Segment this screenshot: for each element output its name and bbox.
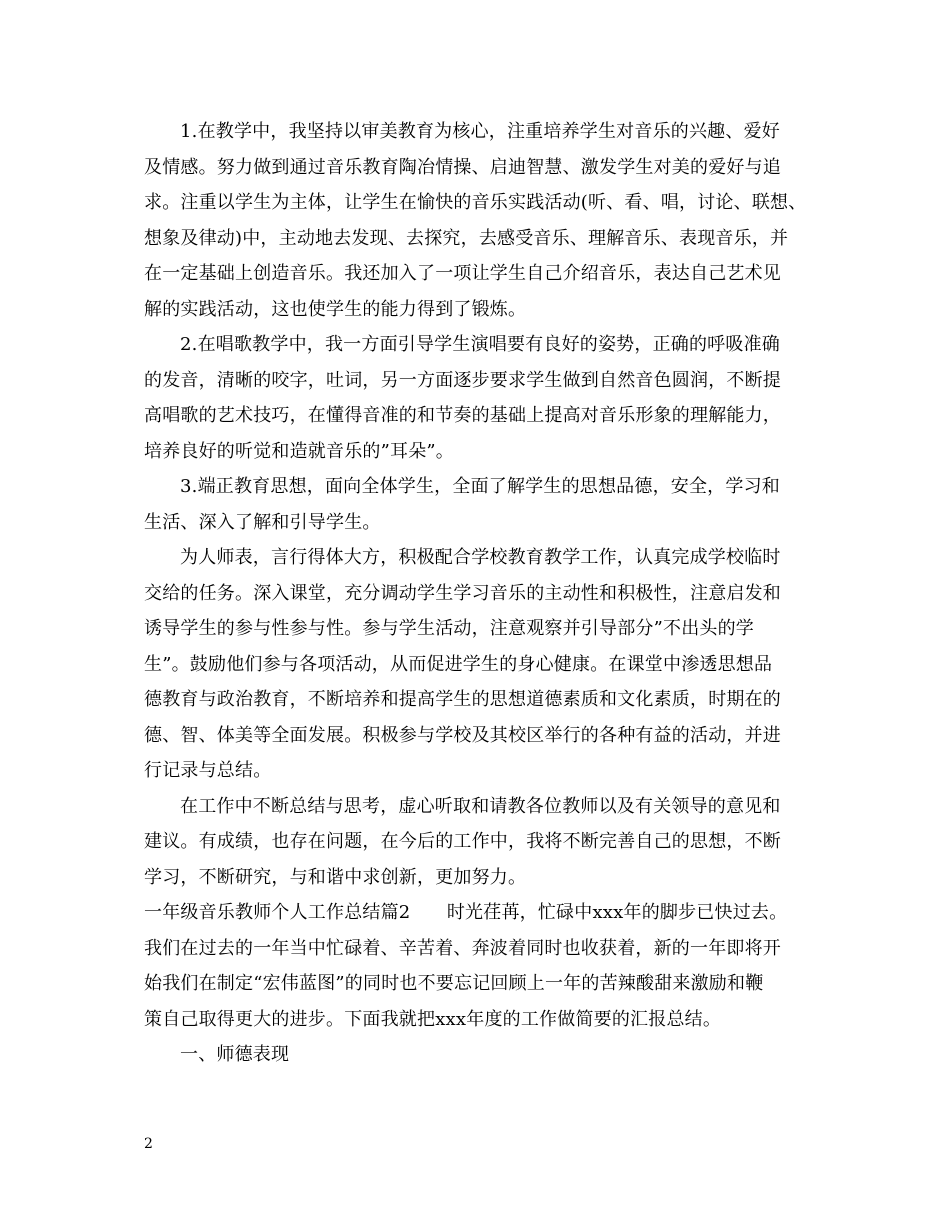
text-line: 在工作中不断总结与思考，虚心听取和请教各位教师以及有关领导的意见和 bbox=[180, 795, 781, 817]
text-line: 及情感。努力做到通过音乐教育陶冶情操、启迪智慧、激发学生对美的爱好与追 bbox=[144, 156, 781, 178]
text-line: 我们在过去的一年当中忙碌着、辛苦着、奔波着同时也收获着，新的一年即将开 bbox=[144, 937, 781, 959]
text-line: 解的实践活动，这也使学生的能力得到了锻炼。 bbox=[144, 298, 527, 320]
text-line: 1.在教学中，我坚持以审美教育为核心，注重培养学生对音乐的兴趣、爱好 bbox=[180, 121, 780, 142]
text-line: 求。注重以学生为主体，让学生在愉快的音乐实践活动(听、看、唱，讨论、联想、 bbox=[144, 192, 807, 213]
text-line: 德教育与政治教育，不断培养和提高学生的思想道德素质和文化素质，时期在的 bbox=[144, 689, 781, 710]
text-line: 2.在唱歌教学中，我一方面引导学生演唱要有良好的姿势，正确的呼吸准确 bbox=[180, 334, 780, 355]
text-line: 诱导学生的参与性参与性。参与学生活动，注意观察并引导部分”不出头的学 bbox=[144, 618, 754, 639]
text-line: 始我们在制定“宏伟蓝图”的同时也不要忘记回顾上一年的苦辣酸甜来激励和鞭 bbox=[144, 973, 764, 994]
text-line: 在一定基础上创造音乐。我还加入了一项让学生自己介绍音乐，表达自己艺术见 bbox=[144, 263, 781, 284]
text-line: 一、师德表现 bbox=[180, 1044, 290, 1065]
document-body bbox=[144, 114, 810, 1073]
text-line: 为人师表，言行得体大方，积极配合学校教育教学工作，认真完成学校临时 bbox=[180, 547, 781, 568]
text-line: 想象及律动)中，主动地去发现、去探究，去感受音乐、理解音乐、表现音乐，并 bbox=[144, 227, 789, 249]
text-line: 学习，不断研究，与和谐中求创新，更加努力。 bbox=[144, 866, 527, 888]
text-line: 培养良好的听觉和造就音乐的”耳朵”。 bbox=[144, 440, 455, 462]
text-line: 建议。有成绩，也存在问题，在今后的工作中，我将不断完善自己的思想，不断 bbox=[144, 831, 781, 852]
text-line: 3.端正教育思想，面向全体学生，全面了解学生的思想品德，安全，学习和 bbox=[180, 476, 780, 497]
text-line: 生活、深入了解和引导学生。 bbox=[144, 511, 381, 533]
text-line: 策自己取得更大的进步。下面我就把xxx年度的工作做简要的汇报总结。 bbox=[144, 1008, 722, 1030]
text-line: 行记录与总结。 bbox=[144, 760, 272, 781]
page-number: 2 bbox=[144, 1136, 153, 1152]
text-line: 一年级音乐教师个人工作总结篇2 时光荏苒，忙碌中xxx年的脚步已快过去。 bbox=[144, 902, 788, 923]
text-line: 的发音，清晰的咬字，吐词，另一方面逐步要求学生做到自然音色圆润，不断提 bbox=[144, 369, 781, 391]
text-line: 生”。鼓励他们参与各项活动，从而促进学生的身心健康。在课堂中渗透思想品 bbox=[144, 653, 773, 675]
text-line: 交给的任务。深入课堂，充分调动学生学习音乐的主动性和积极性，注意启发和 bbox=[144, 582, 781, 604]
text-line: 高唱歌的艺术技巧，在懂得音准的和节奏的基础上提高对音乐形象的理解能力， bbox=[144, 405, 781, 426]
text-line: 德、智、体美等全面发展。积极参与学校及其校区举行的各种有益的活动，并进 bbox=[144, 724, 781, 746]
